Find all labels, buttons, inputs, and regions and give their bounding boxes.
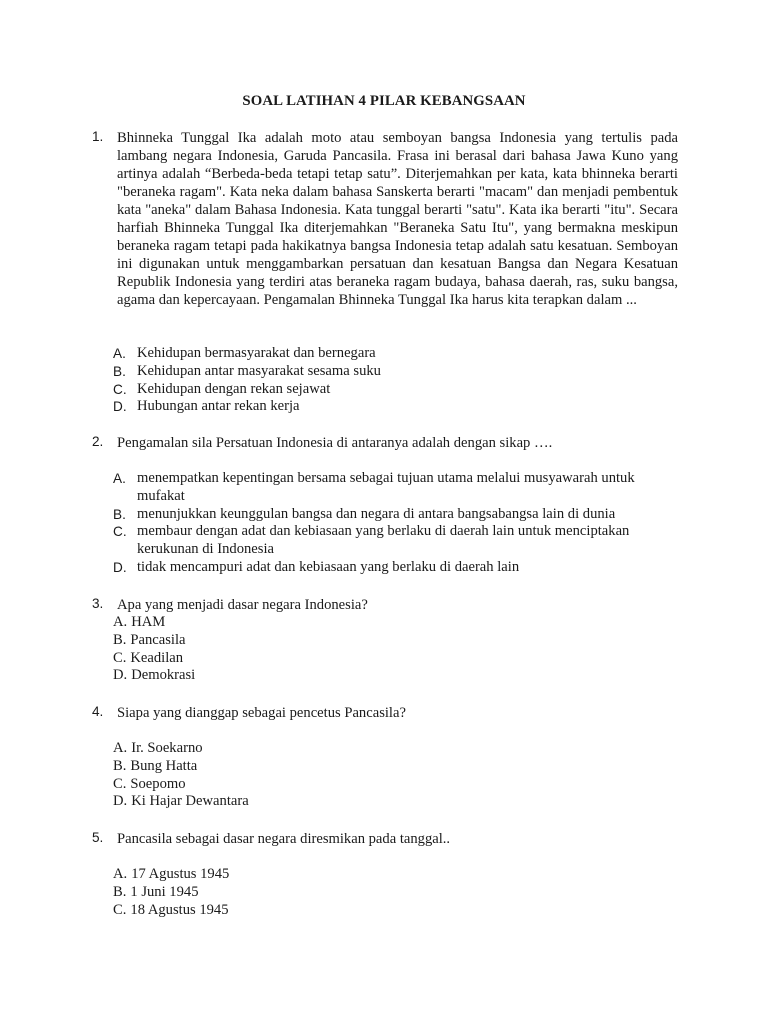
question-number: 2. (92, 434, 104, 449)
question-text: Apa yang menjadi dasar negara Indonesia? (117, 597, 368, 613)
option-b: B. Kehidupan antar masyarakat sesama suku (113, 362, 381, 379)
option-c: C. Soepomo (113, 775, 186, 792)
option-a: A. 17 Agustus 1945 (113, 866, 230, 882)
question-number: 3. (92, 596, 104, 611)
option-b: B. 1 Juni 1945 (113, 883, 199, 900)
options-q2 (113, 470, 653, 577)
question-number: 5. (92, 830, 104, 845)
option-b: B. Pancasila (113, 631, 186, 648)
options-q4 (113, 740, 663, 811)
question-text: Bhinneka Tunggal Ika adalah moto atau semboyan bangsa Indonesia yang tertulis pada lambang negara Indonesia, Garuda Pancasila. Frasa ini berasal dari bahasa Jawa Kuno yang artinya adalah “Berbeda-beda tetapi tetap satu”. Diterjemahkan per kata, kata bhinneka berarti "beraneka ragam". Kata neka dalam bahasa Sanskerta berarti "macam" dan menjadi pembentuk kata "aneka" dalam Bahasa Indonesia. Kata tunggal berarti "satu". Kata ika berarti "itu". Secara harfiah Bhinneka Tunggal Ika diterjemahkan "Beraneka Satu Itu", yang bermakna meskipun beraneka ragam tetapi pada hakikatnya bangsa Indonesia tetap adalah satu kesatuan. Semboyan ini digunakan untuk menggambarkan persatuan dan kesatuan Bangsa dan Negara Kesatuan Republik Indonesia yang terdiri atas beraneka ragam budaya, bahasa daerah, ras, suku bangsa, agama dan kepercayaan. Pengamalan Bhinneka Tunggal Ika harus kita terapkan dalam ... (117, 130, 678, 308)
option-c: C. membaur dengan adat dan kebiasaan yang berlaku di daerah lain untuk menciptakan kerukunan di Indonesia (113, 523, 630, 558)
question-1 (92, 129, 678, 309)
option-d: D. Demokrasi (113, 667, 196, 684)
option-d: D. tidak mencampuri adat dan kebiasaan yang berlaku di daerah lain (113, 558, 520, 575)
option-d: D. Ki Hajar Dewantara (113, 793, 249, 810)
question-5 (92, 830, 678, 848)
option-d: D. Hubungan antar rekan kerja (113, 398, 300, 415)
question-number: 1. (92, 129, 104, 144)
question-text: Siapa yang dianggap sebagai pencetus Pancasila? (117, 705, 406, 721)
question-number: 4. (92, 704, 104, 719)
question-2 (92, 434, 678, 452)
options-q3 (113, 614, 663, 685)
options-q1 (113, 345, 663, 416)
question-4 (92, 704, 678, 722)
option-c: C. Keadilan (113, 649, 184, 666)
options-q5 (113, 866, 663, 919)
question-text: Pancasila sebagai dasar negara diresmikan pada tanggal.. (117, 831, 451, 847)
option-a: A. menempatkan kepentingan bersama sebagai tujuan utama melalui musyawarah untuk mufakat (113, 470, 635, 504)
option-b: B. Bung Hatta (113, 757, 198, 774)
option-a: A. HAM (113, 614, 166, 630)
question-3 (92, 596, 678, 614)
option-b: B. menunjukkan keunggulan bangsa dan negara di antara bangsabangsa lain di dunia (113, 505, 616, 522)
option-a: A. Ir. Soekarno (113, 740, 203, 756)
option-a: A. Kehidupan bermasyarakat dan bernegara (113, 345, 376, 361)
question-text: Pengamalan sila Persatuan Indonesia di antaranya adalah dengan sikap …. (117, 435, 553, 451)
document-title: SOAL LATIHAN 4 PILAR KEBANGSAAN (242, 93, 526, 109)
option-c: C. Kehidupan dengan rekan sejawat (113, 380, 331, 397)
option-c: C. 18 Agustus 1945 (113, 901, 229, 918)
